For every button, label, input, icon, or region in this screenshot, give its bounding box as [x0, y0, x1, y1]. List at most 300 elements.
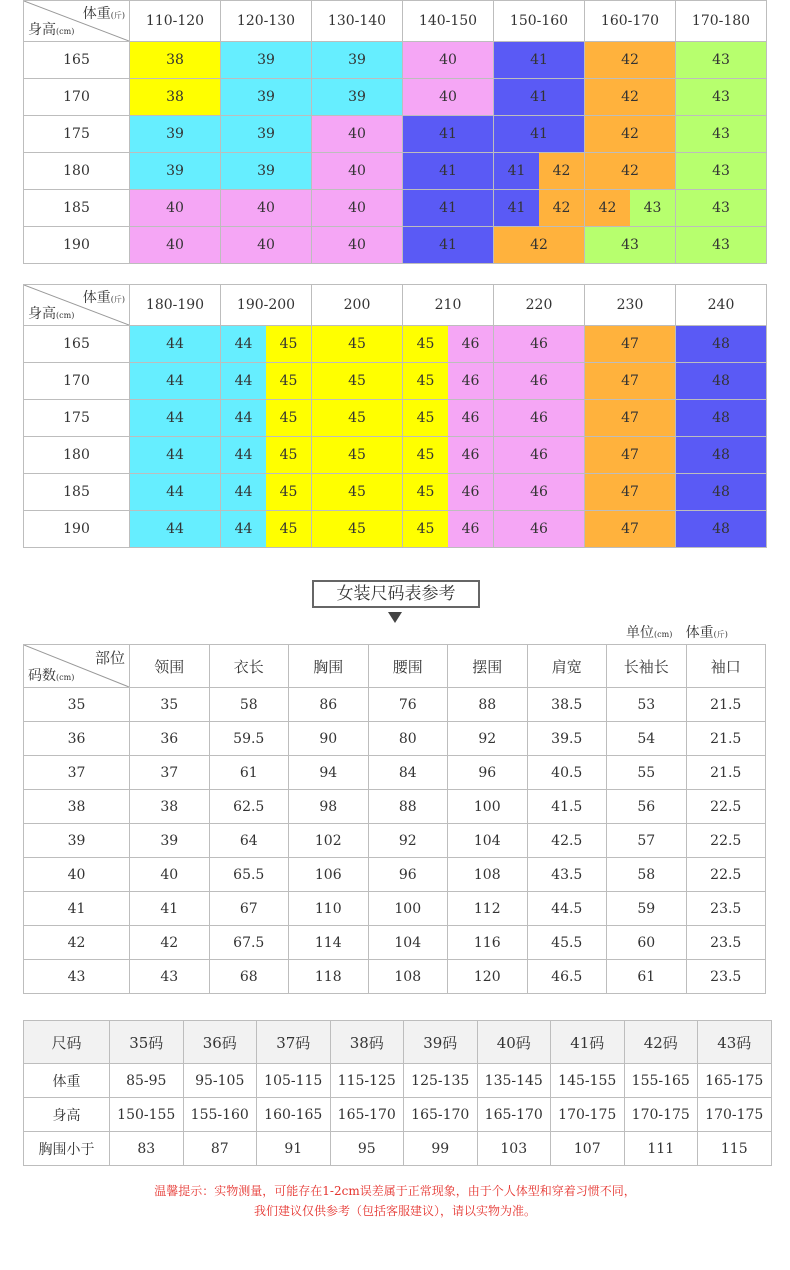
measure-value: 23.5 — [686, 892, 766, 926]
measure-value: 38 — [130, 790, 210, 824]
measure-value: 108 — [368, 960, 448, 994]
size-cell: 40 — [403, 79, 494, 116]
section-title: 女装尺码表参考 — [312, 580, 480, 608]
height-label: 185 — [24, 190, 130, 227]
size-value: 46 — [448, 326, 493, 362]
measure-value: 88 — [368, 790, 448, 824]
corner-bottom-unit: (cm) — [56, 27, 75, 36]
size-value: 44 — [221, 400, 266, 436]
size-value: 44 — [221, 363, 266, 399]
size-code: 35 — [24, 688, 130, 722]
measure-value: 21.5 — [686, 688, 766, 722]
size-cell: 40 — [130, 190, 221, 227]
height-label: 165 — [24, 42, 130, 79]
measure-value: 120 — [448, 960, 528, 994]
measure-value: 110 — [289, 892, 369, 926]
measure-value: 36 — [130, 722, 210, 756]
size-cell: 43 — [676, 116, 767, 153]
split-cell — [403, 326, 493, 362]
size-value: 44 — [221, 511, 266, 547]
measure-value: 92 — [448, 722, 528, 756]
size-cell — [403, 474, 494, 511]
measure-value: 92 — [368, 824, 448, 858]
measurement-table — [23, 644, 766, 994]
weight-range-header: 150-160 — [494, 1, 585, 42]
measure-value: 88 — [448, 688, 528, 722]
size-value: 46 — [448, 363, 493, 399]
size-value: 45 — [403, 363, 448, 399]
size-range-value: 165-170 — [477, 1098, 551, 1132]
corner-top-text: 部位 — [94, 649, 125, 667]
size-cell: 47 — [585, 474, 676, 511]
size-code: 37 — [24, 756, 130, 790]
size-value: 45 — [403, 326, 448, 362]
height-label: 170 — [24, 363, 130, 400]
size-value: 44 — [221, 437, 266, 473]
measure-row — [24, 756, 766, 790]
size-cell — [585, 190, 676, 227]
size-cell — [494, 190, 585, 227]
size-code: 36 — [24, 722, 130, 756]
size-cell: 46 — [494, 437, 585, 474]
size-cell: 48 — [676, 326, 767, 363]
size-cell: 45 — [312, 400, 403, 437]
measure-value: 59 — [607, 892, 687, 926]
weight-range-header: 190-200 — [221, 285, 312, 326]
measure-value: 118 — [289, 960, 369, 994]
size-cell: 47 — [585, 363, 676, 400]
size-summary-row — [24, 1098, 772, 1132]
measure-value: 22.5 — [686, 790, 766, 824]
weight-range-header: 230 — [585, 285, 676, 326]
size-cell: 46 — [494, 400, 585, 437]
measure-value: 100 — [368, 892, 448, 926]
size-cell: 45 — [312, 326, 403, 363]
size-cell: 47 — [585, 326, 676, 363]
size-cell — [403, 511, 494, 548]
size-cell: 44 — [130, 437, 221, 474]
measure-value: 61 — [607, 960, 687, 994]
size-cell — [221, 511, 312, 548]
size-value: 46 — [448, 437, 493, 473]
size-cell: 43 — [585, 227, 676, 264]
size-cell: 40 — [130, 227, 221, 264]
size-cell: 48 — [676, 363, 767, 400]
size-cell — [221, 400, 312, 437]
size-value: 42 — [585, 190, 630, 226]
size-cell: 39 — [130, 153, 221, 190]
size-cell: 39 — [221, 153, 312, 190]
header-row — [24, 285, 767, 326]
measure-value: 42 — [130, 926, 210, 960]
size-value: 44 — [221, 474, 266, 510]
size-range-value: 160-165 — [257, 1098, 331, 1132]
size-range-value: 95-105 — [183, 1064, 257, 1098]
measure-value: 21.5 — [686, 756, 766, 790]
size-cell: 44 — [130, 474, 221, 511]
size-cell: 44 — [130, 326, 221, 363]
split-cell — [221, 400, 311, 436]
measure-row — [24, 790, 766, 824]
measure-value: 41 — [130, 892, 210, 926]
height-label: 175 — [24, 400, 130, 437]
measure-value: 40.5 — [527, 756, 607, 790]
size-summary-row — [24, 1132, 772, 1166]
size-value: 42 — [539, 190, 584, 226]
size-value: 41 — [494, 153, 539, 189]
measure-value: 67 — [209, 892, 289, 926]
size-value: 45 — [403, 511, 448, 547]
corner-cell — [24, 1, 130, 42]
measure-column-header: 袖口 — [686, 645, 766, 688]
size-cell: 44 — [130, 400, 221, 437]
size-row — [24, 79, 767, 116]
size-code: 42 — [24, 926, 130, 960]
size-range-value: 91 — [257, 1132, 331, 1166]
size-cell: 39 — [312, 42, 403, 79]
size-header-label: 尺码 — [24, 1021, 110, 1064]
size-cell: 46 — [494, 363, 585, 400]
measure-value: 76 — [368, 688, 448, 722]
size-value: 46 — [448, 400, 493, 436]
corner-bottom-unit: (cm) — [56, 311, 75, 320]
split-cell — [221, 326, 311, 362]
size-cell — [221, 363, 312, 400]
weight-range-header: 210 — [403, 285, 494, 326]
notice-line-1: 温馨提示：实物测量，可能存在1-2cm误差属于正常现象，由于个人体型和穿着习惯不同， — [154, 1184, 636, 1198]
size-code: 40 — [24, 858, 130, 892]
measure-row — [24, 892, 766, 926]
height-label: 180 — [24, 437, 130, 474]
size-range-value: 115 — [698, 1132, 772, 1166]
size-row — [24, 400, 767, 437]
measure-value: 57 — [607, 824, 687, 858]
size-row — [24, 190, 767, 227]
size-cell: 45 — [312, 474, 403, 511]
weight-unit: (斤) — [713, 630, 728, 639]
size-row — [24, 153, 767, 190]
weight-range-header: 170-180 — [676, 1, 767, 42]
down-arrow-icon — [388, 612, 402, 623]
corner-top-label — [95, 647, 125, 668]
size-range-value: 155-160 — [183, 1098, 257, 1132]
measure-value: 84 — [368, 756, 448, 790]
split-cell — [403, 400, 493, 436]
size-cell: 45 — [312, 511, 403, 548]
row-label: 体重 — [24, 1064, 110, 1098]
split-cell — [221, 474, 311, 510]
size-value: 44 — [221, 326, 266, 362]
split-cell — [403, 437, 493, 473]
size-code-header: 36码 — [183, 1021, 257, 1064]
measure-value: 44.5 — [527, 892, 607, 926]
row-label: 身高 — [24, 1098, 110, 1132]
height-label: 180 — [24, 153, 130, 190]
measure-value: 43 — [130, 960, 210, 994]
corner-cell — [24, 645, 130, 688]
measure-value: 100 — [448, 790, 528, 824]
size-cell — [221, 474, 312, 511]
size-cell: 41 — [494, 116, 585, 153]
size-summary-table — [23, 1020, 772, 1166]
size-range-value: 165-170 — [330, 1098, 404, 1132]
size-range-value: 107 — [551, 1132, 625, 1166]
measure-value: 67.5 — [209, 926, 289, 960]
size-cell: 48 — [676, 474, 767, 511]
size-range-value: 85-95 — [110, 1064, 184, 1098]
split-cell — [221, 437, 311, 473]
size-cell: 38 — [130, 42, 221, 79]
measure-value: 43.5 — [527, 858, 607, 892]
measure-value: 53 — [607, 688, 687, 722]
height-label: 170 — [24, 79, 130, 116]
size-cell: 40 — [312, 190, 403, 227]
corner-bottom-unit: (cm) — [56, 673, 75, 682]
unit-cm: (cm) — [654, 630, 673, 639]
measure-value: 58 — [607, 858, 687, 892]
size-cell: 42 — [585, 42, 676, 79]
measure-row — [24, 824, 766, 858]
size-cell — [221, 437, 312, 474]
size-code-header: 38码 — [330, 1021, 404, 1064]
size-cell: 40 — [312, 116, 403, 153]
corner-bottom-text: 身高 — [28, 22, 56, 38]
size-cell — [403, 326, 494, 363]
size-value: 41 — [494, 190, 539, 226]
size-cell: 42 — [585, 153, 676, 190]
measure-value: 42.5 — [527, 824, 607, 858]
size-cell: 43 — [676, 153, 767, 190]
corner-bottom-label — [28, 303, 74, 323]
measure-column-header: 衣长 — [209, 645, 289, 688]
measure-value: 40 — [130, 858, 210, 892]
split-cell — [403, 474, 493, 510]
unit-label: 单位 — [626, 625, 654, 641]
size-code: 41 — [24, 892, 130, 926]
measure-row — [24, 722, 766, 756]
measure-value: 39.5 — [527, 722, 607, 756]
size-row — [24, 437, 767, 474]
measure-column-header: 腰围 — [368, 645, 448, 688]
corner-top-text: 体重 — [82, 6, 111, 22]
size-value: 46 — [448, 511, 493, 547]
size-cell — [403, 437, 494, 474]
measure-value: 116 — [448, 926, 528, 960]
size-range-value: 135-145 — [477, 1064, 551, 1098]
size-range-value: 87 — [183, 1132, 257, 1166]
size-row — [24, 363, 767, 400]
height-label: 185 — [24, 474, 130, 511]
corner-bottom-label — [28, 19, 74, 39]
weight-range-header: 160-170 — [585, 1, 676, 42]
measure-value: 59.5 — [209, 722, 289, 756]
size-value: 45 — [266, 474, 311, 510]
size-range-value: 95 — [330, 1132, 404, 1166]
size-range-value: 125-135 — [404, 1064, 478, 1098]
measure-value: 106 — [289, 858, 369, 892]
size-cell: 48 — [676, 400, 767, 437]
size-code: 39 — [24, 824, 130, 858]
size-code-header: 40码 — [477, 1021, 551, 1064]
size-code: 43 — [24, 960, 130, 994]
measure-value: 58 — [209, 688, 289, 722]
size-range-value: 170-175 — [698, 1098, 772, 1132]
corner-top-unit: (斤) — [110, 295, 125, 304]
measure-value: 35 — [130, 688, 210, 722]
measure-value: 45.5 — [527, 926, 607, 960]
weight-range-header: 120-130 — [221, 1, 312, 42]
measure-value: 39 — [130, 824, 210, 858]
size-value: 45 — [266, 326, 311, 362]
split-cell — [221, 511, 311, 547]
size-cell: 47 — [585, 511, 676, 548]
measure-value: 90 — [289, 722, 369, 756]
units-note — [626, 622, 728, 642]
size-code-header: 43码 — [698, 1021, 772, 1064]
measure-value: 22.5 — [686, 824, 766, 858]
split-cell — [585, 190, 675, 226]
size-value: 45 — [403, 437, 448, 473]
weight-range-header: 130-140 — [312, 1, 403, 42]
size-cell: 40 — [403, 42, 494, 79]
size-cell: 48 — [676, 511, 767, 548]
size-cell: 39 — [130, 116, 221, 153]
corner-top-label — [83, 3, 125, 23]
size-range-value: 150-155 — [110, 1098, 184, 1132]
size-cell: 46 — [494, 511, 585, 548]
measure-value: 114 — [289, 926, 369, 960]
size-cell: 42 — [494, 227, 585, 264]
size-cell: 41 — [494, 79, 585, 116]
size-cell: 45 — [312, 363, 403, 400]
header-row — [24, 1021, 772, 1064]
size-code-header: 41码 — [551, 1021, 625, 1064]
measure-value: 56 — [607, 790, 687, 824]
height-label: 190 — [24, 227, 130, 264]
size-cell: 40 — [221, 190, 312, 227]
corner-cell — [24, 285, 130, 326]
size-value: 45 — [403, 474, 448, 510]
size-cell: 42 — [585, 116, 676, 153]
measure-value: 41.5 — [527, 790, 607, 824]
size-cell: 43 — [676, 79, 767, 116]
measure-value: 65.5 — [209, 858, 289, 892]
split-cell — [221, 363, 311, 399]
measure-value: 80 — [368, 722, 448, 756]
size-value: 45 — [403, 400, 448, 436]
corner-bottom-text: 身高 — [28, 306, 56, 322]
size-cell: 45 — [312, 437, 403, 474]
size-cell: 47 — [585, 400, 676, 437]
measure-column-header: 领围 — [130, 645, 210, 688]
size-cell: 44 — [130, 511, 221, 548]
size-grid-2 — [23, 284, 767, 548]
size-range-value: 170-175 — [624, 1098, 698, 1132]
height-label: 190 — [24, 511, 130, 548]
weight-range-header: 180-190 — [130, 285, 221, 326]
measure-row — [24, 960, 766, 994]
notice-line-2: 我们建议仅供参考（包括客服建议），请以实物为准。 — [253, 1204, 536, 1218]
size-value: 45 — [266, 363, 311, 399]
size-cell: 46 — [494, 474, 585, 511]
size-cell: 48 — [676, 437, 767, 474]
measure-value: 112 — [448, 892, 528, 926]
size-cell: 41 — [403, 227, 494, 264]
measure-column-header: 摆围 — [448, 645, 528, 688]
size-code: 38 — [24, 790, 130, 824]
size-range-value: 103 — [477, 1132, 551, 1166]
corner-bottom-text: 码数 — [28, 668, 56, 684]
size-cell — [403, 363, 494, 400]
measure-value: 108 — [448, 858, 528, 892]
size-row — [24, 42, 767, 79]
size-cell: 39 — [221, 79, 312, 116]
size-row — [24, 326, 767, 363]
size-cell: 40 — [221, 227, 312, 264]
measure-row — [24, 688, 766, 722]
measure-column-header: 胸围 — [289, 645, 369, 688]
measure-value: 104 — [448, 824, 528, 858]
size-cell: 39 — [312, 79, 403, 116]
measure-value: 54 — [607, 722, 687, 756]
measure-column-header: 长袖长 — [607, 645, 687, 688]
size-code-header: 42码 — [624, 1021, 698, 1064]
split-cell — [403, 511, 493, 547]
size-range-value: 170-175 — [551, 1098, 625, 1132]
size-cell: 41 — [403, 153, 494, 190]
size-cell: 39 — [221, 42, 312, 79]
size-range-value: 99 — [404, 1132, 478, 1166]
weight-range-header: 110-120 — [130, 1, 221, 42]
weight-range-header: 240 — [676, 285, 767, 326]
measure-value: 96 — [448, 756, 528, 790]
size-code-header: 39码 — [404, 1021, 478, 1064]
size-cell: 46 — [494, 326, 585, 363]
size-range-value: 115-125 — [330, 1064, 404, 1098]
header-row — [24, 1, 767, 42]
size-range-value: 165-170 — [404, 1098, 478, 1132]
height-label: 165 — [24, 326, 130, 363]
size-value: 45 — [266, 400, 311, 436]
size-cell: 39 — [221, 116, 312, 153]
size-cell: 43 — [676, 227, 767, 264]
measure-value: 37 — [130, 756, 210, 790]
size-range-value: 165-175 — [698, 1064, 772, 1098]
size-grid-1 — [23, 0, 767, 264]
measure-value: 46.5 — [527, 960, 607, 994]
measure-value: 86 — [289, 688, 369, 722]
size-row — [24, 474, 767, 511]
measure-value: 21.5 — [686, 722, 766, 756]
measure-column-header: 肩宽 — [527, 645, 607, 688]
measure-value: 94 — [289, 756, 369, 790]
weight-range-header: 140-150 — [403, 1, 494, 42]
measure-value: 38.5 — [527, 688, 607, 722]
split-cell — [494, 190, 584, 226]
measure-value: 68 — [209, 960, 289, 994]
size-row — [24, 511, 767, 548]
measure-value: 96 — [368, 858, 448, 892]
measure-value: 22.5 — [686, 858, 766, 892]
size-row — [24, 116, 767, 153]
corner-top-unit: (斤) — [110, 11, 125, 20]
size-code-header: 37码 — [257, 1021, 331, 1064]
size-cell: 41 — [403, 116, 494, 153]
size-cell — [403, 400, 494, 437]
size-range-value: 145-155 — [551, 1064, 625, 1098]
measure-value: 98 — [289, 790, 369, 824]
size-cell: 38 — [130, 79, 221, 116]
